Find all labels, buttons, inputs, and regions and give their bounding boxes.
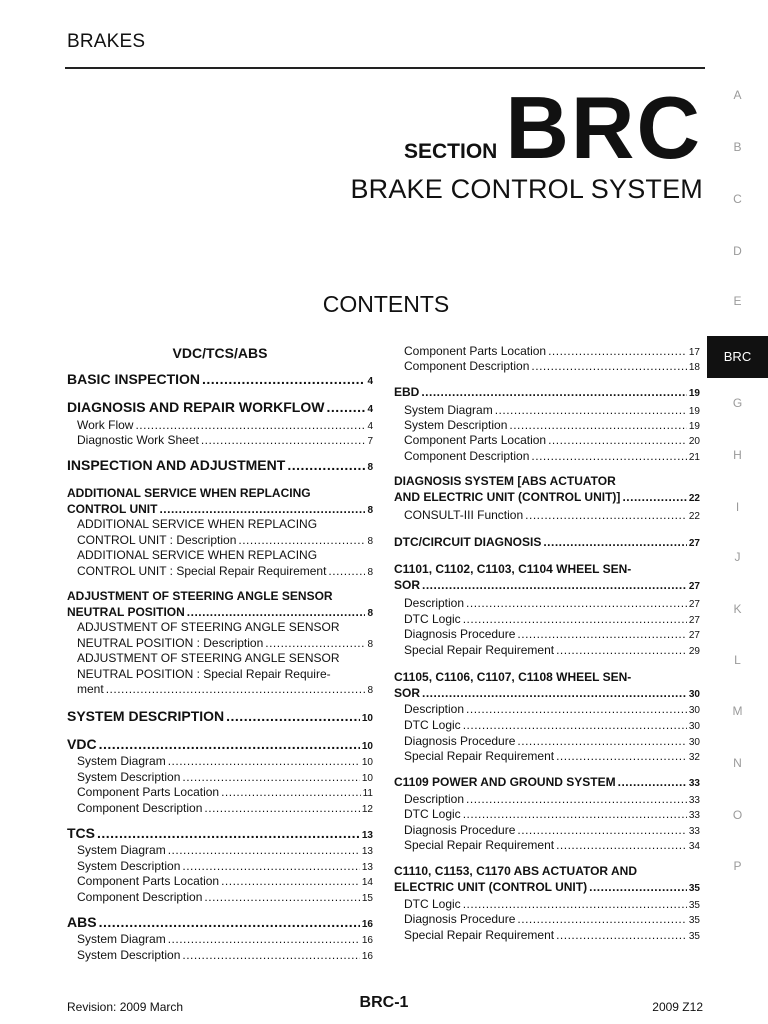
toc-entry-text: C1105, C1106, C1107, C1108 WHEEL SEN-	[394, 670, 632, 684]
toc-page-number: 30	[688, 737, 700, 748]
dot-leader	[106, 682, 366, 698]
right-toc-entry[interactable]	[394, 433, 700, 450]
toc-page-number: 16	[361, 935, 373, 946]
toc-entry-text: Component Parts Location	[404, 433, 547, 447]
dot-leader	[509, 418, 687, 434]
side-tab-o[interactable]: O	[732, 808, 743, 822]
toc-entry-text: ADDITIONAL SERVICE WHEN REPLACING	[77, 517, 318, 531]
left-toc-entry[interactable]	[67, 785, 373, 802]
toc-page-number: 35	[688, 900, 700, 911]
left-toc-entry[interactable]	[67, 651, 373, 699]
right-toc-entry[interactable]	[394, 535, 700, 552]
toc-entry-text: DTC Logic	[404, 612, 461, 626]
left-toc-entry[interactable]	[67, 400, 373, 418]
dot-leader	[238, 533, 365, 549]
toc-entry-text: CONTROL UNIT : Special Repair Requirement	[77, 563, 327, 578]
toc-page-number: 35	[688, 931, 700, 942]
side-tab-brc[interactable]: BRC	[707, 336, 768, 378]
dot-leader	[182, 770, 360, 786]
side-tab-c[interactable]: C	[733, 192, 742, 206]
dot-leader	[556, 749, 687, 765]
left-column-heading: VDC/TCS/ABS	[172, 345, 268, 361]
dot-leader	[517, 912, 686, 928]
dot-leader	[463, 718, 687, 734]
dot-leader	[421, 385, 687, 401]
dot-leader	[622, 490, 686, 506]
right-toc-entry[interactable]	[394, 718, 700, 735]
footer-model: 2009 Z12	[652, 1000, 703, 1014]
toc-entry-text: SOR	[394, 685, 421, 700]
dot-leader	[422, 578, 687, 594]
dot-leader	[221, 874, 360, 890]
dot-leader	[182, 948, 360, 964]
toc-entry-text: VDC	[67, 736, 97, 752]
dot-leader	[556, 928, 687, 944]
left-toc-entry[interactable]	[67, 620, 373, 652]
dot-leader	[135, 418, 365, 434]
toc-entry-text: CONTROL UNIT	[67, 501, 158, 516]
toc-entry-text: DIAGNOSIS AND REPAIR WORKFLOW	[67, 399, 325, 415]
toc-entry-text: NEUTRAL POSITION : Special Repair Require-	[77, 666, 331, 681]
toc-entry-text: System Diagram	[77, 932, 166, 946]
side-tab-n[interactable]: N	[733, 756, 742, 770]
right-toc-entry[interactable]	[394, 643, 700, 660]
toc-page-number: 8	[367, 504, 373, 516]
toc-entry-text: Component Description	[404, 449, 530, 463]
toc-page-number: 13	[361, 846, 373, 857]
toc-entry-text: ADJUSTMENT OF STEERING ANGLE SENSOR	[77, 620, 340, 634]
left-toc-entry[interactable]	[67, 372, 373, 390]
dot-leader	[204, 801, 359, 817]
dot-leader	[556, 643, 687, 659]
toc-entry-text: Special Repair Requirement	[404, 749, 555, 763]
toc-entry-text: Component Description	[77, 890, 203, 904]
right-toc-entry[interactable]	[394, 596, 700, 613]
toc-page-number: 27	[688, 580, 700, 592]
toc-page-number: 20	[688, 436, 700, 447]
right-toc-entry[interactable]	[394, 702, 700, 719]
dot-leader	[221, 785, 361, 801]
toc-page-number: 17	[688, 347, 700, 358]
toc-entry-text: Special Repair Requirement	[404, 643, 555, 657]
toc-page-number: 10	[361, 741, 373, 752]
toc-page-number: 10	[361, 757, 373, 768]
left-toc-entry[interactable]	[67, 458, 373, 476]
toc-entry-text: ABS	[67, 914, 97, 930]
side-tab-k[interactable]: K	[733, 602, 742, 616]
header-category: BRAKES	[67, 31, 146, 52]
toc-entry-text: NEUTRAL POSITION : Description	[77, 635, 264, 650]
toc-entry-text: DIAGNOSIS SYSTEM [ABS ACTUATOR	[394, 474, 616, 488]
toc-entry-text: Component Description	[77, 801, 203, 815]
toc-page-number: 19	[688, 388, 700, 399]
toc-page-number: 30	[688, 721, 700, 732]
toc-entry-text: System Description	[404, 418, 508, 432]
left-toc-entry[interactable]	[67, 826, 373, 844]
dot-leader	[495, 403, 687, 419]
contents-heading: CONTENTS	[322, 291, 450, 317]
dot-leader	[287, 458, 365, 474]
header-rule	[65, 67, 705, 69]
dot-leader	[525, 508, 687, 524]
footer-page-number: BRC-1	[359, 994, 409, 1011]
toc-page-number: 12	[361, 804, 373, 815]
right-toc-entry[interactable]	[394, 359, 700, 376]
dot-leader	[531, 359, 686, 375]
section-code: BRC	[505, 78, 702, 177]
toc-page-number: 13	[361, 862, 373, 873]
toc-entry-text: Diagnostic Work Sheet	[77, 433, 199, 447]
side-tab-i[interactable]: I	[735, 500, 740, 514]
toc-entry-text: EBD	[394, 385, 420, 399]
side-tab-l[interactable]: L	[734, 653, 741, 667]
toc-entry-text: INSPECTION AND ADJUSTMENT	[67, 457, 286, 473]
toc-page-number: 33	[688, 826, 700, 837]
dot-leader	[466, 702, 687, 718]
dot-leader	[589, 880, 687, 896]
right-toc-entry[interactable]	[394, 508, 700, 525]
toc-entry-text: C1110, C1153, C1170 ABS ACTUATOR AND	[394, 864, 637, 878]
left-toc-entry[interactable]	[67, 754, 373, 771]
right-toc-entry[interactable]	[394, 838, 700, 855]
dot-leader	[97, 826, 360, 842]
toc-page-number: 22	[688, 511, 700, 522]
dot-leader	[204, 890, 359, 906]
dot-leader	[422, 686, 687, 702]
toc-entry-text: Diagnosis Procedure	[404, 912, 516, 926]
dot-leader	[168, 843, 360, 859]
dot-leader	[466, 596, 687, 612]
footer-revision: Revision: 2009 March	[67, 1000, 184, 1014]
toc-entry-text: Description	[404, 792, 465, 806]
dot-leader	[226, 709, 360, 725]
toc-page-number: 29	[688, 646, 700, 657]
left-toc-entry[interactable]	[67, 948, 373, 965]
toc-page-number: 33	[688, 795, 700, 806]
toc-page-number: 8	[367, 462, 373, 473]
dot-leader	[543, 535, 687, 551]
dot-leader	[168, 754, 360, 770]
side-tab-h[interactable]: H	[733, 448, 742, 462]
toc-page-number: 4	[367, 376, 373, 387]
toc-entry-text: Component Parts Location	[77, 874, 220, 888]
dot-leader	[618, 775, 687, 791]
dot-leader	[463, 807, 687, 823]
toc-entry-text: ELECTRIC UNIT (CONTROL UNIT)	[394, 879, 588, 894]
toc-page-number: 8	[367, 607, 373, 619]
dot-leader	[328, 564, 365, 580]
right-toc-entry[interactable]	[394, 449, 700, 466]
left-toc-entry[interactable]	[67, 433, 373, 450]
left-toc-entry[interactable]	[67, 890, 373, 907]
dot-leader	[202, 372, 365, 388]
toc-page-number: 10	[361, 713, 373, 724]
toc-page-number: 13	[361, 830, 373, 841]
left-toc-entry[interactable]	[67, 737, 373, 755]
toc-entry-text: ADDITIONAL SERVICE WHEN REPLACING	[67, 486, 311, 500]
side-tab-e[interactable]: E	[733, 294, 742, 308]
toc-page-number: 27	[688, 615, 700, 626]
toc-page-number: 35	[688, 882, 700, 894]
toc-page-number: 18	[688, 362, 700, 373]
dot-leader	[463, 897, 687, 913]
side-tab-a[interactable]: A	[733, 88, 742, 102]
right-toc-entry[interactable]	[394, 775, 700, 792]
toc-page-number: 4	[367, 421, 373, 432]
toc-entry-text: NEUTRAL POSITION	[67, 604, 185, 619]
section-word: SECTION	[404, 140, 498, 163]
toc-entry-text: DTC Logic	[404, 718, 461, 732]
toc-page-number: 16	[361, 951, 373, 962]
left-toc-entry[interactable]	[67, 486, 373, 518]
toc-page-number: 15	[361, 893, 373, 904]
toc-entry-text: ADJUSTMENT OF STEERING ANGLE SENSOR	[67, 589, 333, 603]
left-toc-entry[interactable]	[67, 932, 373, 949]
dot-leader	[548, 344, 687, 360]
toc-page-number: 4	[367, 404, 373, 415]
left-toc-entry[interactable]	[67, 874, 373, 891]
toc-entry-text: System Diagram	[77, 754, 166, 768]
toc-entry-text: C1101, C1102, C1103, C1104 WHEEL SEN-	[394, 562, 632, 576]
left-toc-entry[interactable]	[67, 709, 373, 727]
toc-page-number: 8	[367, 638, 373, 650]
toc-page-number: 19	[688, 406, 700, 417]
toc-entry-text: C1109 POWER AND GROUND SYSTEM	[394, 775, 616, 789]
toc-page-number: 30	[688, 705, 700, 716]
toc-entry-text: DTC Logic	[404, 897, 461, 911]
toc-page-number: 22	[688, 492, 700, 504]
dot-leader	[168, 932, 360, 948]
toc-page-number: 27	[688, 538, 700, 549]
toc-entry-text: Description	[404, 702, 465, 716]
right-toc-entry[interactable]	[394, 562, 700, 594]
side-tab-p[interactable]: P	[733, 859, 742, 873]
toc-entry-text: Component Description	[404, 359, 530, 373]
toc-page-number: 34	[688, 841, 700, 852]
right-toc-entry[interactable]	[394, 474, 700, 506]
dot-leader	[463, 612, 687, 628]
section-subtitle: BRAKE CONTROL SYSTEM	[350, 174, 703, 204]
toc-entry-text: DTC/CIRCUIT DIAGNOSIS	[394, 535, 542, 549]
toc-entry-text: AND ELECTRIC UNIT (CONTROL UNIT)]	[394, 489, 621, 504]
toc-entry-text: Component Parts Location	[404, 344, 547, 358]
toc-entry-text: System Diagram	[404, 403, 493, 417]
right-toc-entry[interactable]	[394, 912, 700, 929]
toc-page-number: 11	[362, 788, 373, 799]
toc-page-number: 8	[367, 535, 373, 547]
toc-entry-text: Special Repair Requirement	[404, 838, 555, 852]
toc-page-number: 8	[367, 685, 373, 697]
toc-page-number: 8	[367, 566, 373, 578]
dot-leader	[548, 433, 687, 449]
dot-leader	[517, 823, 686, 839]
toc-page-number: 32	[688, 752, 700, 763]
dot-leader	[201, 433, 366, 449]
toc-entry-text: SYSTEM DESCRIPTION	[67, 708, 225, 724]
toc-entry-text: System Description	[77, 859, 181, 873]
toc-entry-text: Diagnosis Procedure	[404, 734, 516, 748]
toc-entry-text: SOR	[394, 577, 421, 592]
toc-entry-text: Work Flow	[77, 418, 134, 432]
toc-page-number: 7	[367, 436, 373, 447]
toc-entry-text: CONSULT-III Function	[404, 508, 524, 522]
toc-page-number: 30	[688, 688, 700, 700]
right-toc-entry[interactable]	[394, 864, 700, 896]
right-toc-entry[interactable]	[394, 749, 700, 766]
right-toc-entry[interactable]	[394, 627, 700, 644]
toc-entry-text: ADDITIONAL SERVICE WHEN REPLACING	[77, 548, 318, 562]
toc-page-number: 33	[688, 778, 700, 789]
left-toc-entry[interactable]	[67, 915, 373, 933]
dot-leader	[517, 627, 686, 643]
side-tab-g[interactable]: G	[732, 396, 743, 410]
toc-entry-text: CONTROL UNIT : Description	[77, 532, 237, 547]
toc-entry-text: Diagnosis Procedure	[404, 627, 516, 641]
dot-leader	[326, 400, 365, 416]
dot-leader	[99, 737, 360, 753]
left-toc-entry[interactable]	[67, 517, 373, 549]
left-toc-entry[interactable]	[67, 843, 373, 860]
toc-entry-text: Diagnosis Procedure	[404, 823, 516, 837]
side-tab-m[interactable]: M	[732, 704, 743, 718]
dot-leader	[182, 859, 360, 875]
toc-entry-text: Description	[404, 596, 465, 610]
toc-page-number: 14	[361, 877, 373, 888]
side-tab-d[interactable]: D	[733, 244, 742, 258]
right-toc-entry[interactable]	[394, 385, 700, 402]
toc-entry-text: ADJUSTMENT OF STEERING ANGLE SENSOR	[77, 651, 340, 665]
toc-entry-text: TCS	[67, 825, 95, 841]
dot-leader	[556, 838, 687, 854]
toc-entry-text: System Description	[77, 770, 181, 784]
toc-entry-text: Special Repair Requirement	[404, 928, 555, 942]
toc-page-number: 10	[361, 773, 373, 784]
dot-leader	[159, 502, 365, 518]
toc-page-number: 16	[361, 919, 373, 930]
toc-entry-text: DTC Logic	[404, 807, 461, 821]
dot-leader	[265, 636, 365, 652]
left-toc-entry[interactable]	[67, 548, 373, 580]
left-toc-entry[interactable]	[67, 589, 373, 621]
toc-entry-text: BASIC INSPECTION	[67, 371, 201, 387]
right-toc-entry[interactable]	[394, 807, 700, 824]
section-title	[404, 78, 702, 177]
dot-leader	[531, 449, 686, 465]
left-toc-entry[interactable]	[67, 801, 373, 818]
toc-entry-text: ment	[77, 682, 104, 697]
toc-page-number: 21	[688, 452, 700, 463]
dot-leader	[517, 734, 686, 750]
toc-entry-text: Component Parts Location	[77, 785, 220, 799]
toc-page-number: 27	[688, 630, 700, 641]
dot-leader	[187, 605, 366, 621]
side-tab-j[interactable]: J	[734, 550, 741, 564]
toc-page-number: 19	[688, 421, 700, 432]
side-tab-b[interactable]: B	[733, 140, 742, 154]
toc-entry-text: System Diagram	[77, 843, 166, 857]
toc-entry-text: System Description	[77, 948, 181, 962]
toc-page-number: 27	[688, 599, 700, 610]
toc-page-number: 33	[688, 810, 700, 821]
dot-leader	[466, 792, 687, 808]
right-toc-entry[interactable]	[394, 928, 700, 945]
toc-page-number: 35	[688, 915, 700, 926]
right-toc-entry[interactable]	[394, 670, 700, 702]
dot-leader	[99, 915, 360, 931]
